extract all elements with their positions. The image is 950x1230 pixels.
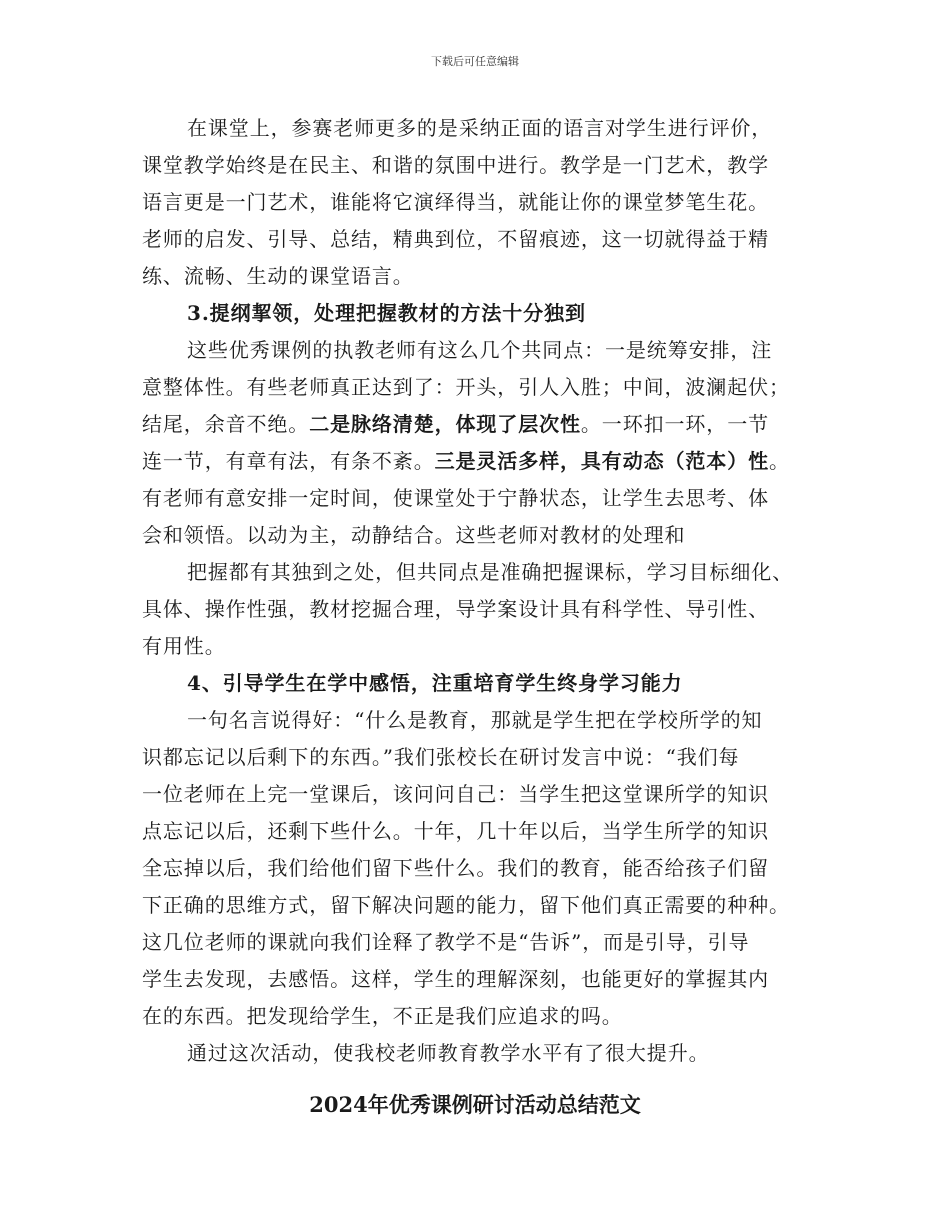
- text-run: 连一节，有章有法，有条不紊。: [142, 449, 435, 473]
- paragraph-line: 在的东西。把发现给学生，不正是我们应追求的吗。: [142, 1004, 623, 1028]
- paragraph-line: 在课堂上，参赛老师更多的是采纳正面的语言对学生进行评价，: [187, 116, 773, 140]
- paragraph-line: 这些优秀课例的执教老师有这么几个共同点：一是统筹安排，注: [187, 338, 773, 362]
- paragraph-line: [142, 409, 832, 439]
- paragraph-line: 语言更是一门艺术，谁能将它演绎得当，就能让你的课堂梦笔生花。: [142, 190, 769, 214]
- paragraph-line: 练、流畅、生动的课堂语言。: [142, 264, 414, 288]
- paragraph-line: 一句名言说得好：“什么是教育，那就是学生把在学校所学的知: [187, 708, 763, 732]
- paragraph-line: 这几位老师的课就向我们诠释了教学不是“告诉”，而是引导，引导: [142, 930, 750, 954]
- paragraph-line: 点忘记以后，还剩下些什么。十年，几十年以后，当学生所学的知识: [142, 819, 769, 843]
- paragraph-line: [142, 446, 832, 476]
- paragraph-line: 全忘掉以后，我们给他们留下些什么。我们的教育，能否给孩子们留: [142, 856, 769, 880]
- paragraph-line: 通过这次活动，使我校老师教育教学水平有了很大提升。: [187, 1041, 710, 1065]
- page-header: 下载后可任意编辑: [431, 55, 519, 68]
- paragraph-line: 老师的启发、引导、总结，精典到位，不留痕迹，这一切就得益于精: [142, 227, 769, 251]
- section-heading: 3.提纲挈领，处理把握教材的方法十分独到: [187, 301, 586, 325]
- bold-text-run: 三是灵活多样，具有动态（范本）性: [434, 449, 770, 473]
- paragraph-line: 识都忘记以后剩下的东西。”我们张校长在研讨发言中说：“我们每: [142, 745, 740, 769]
- text-run: 。: [769, 449, 790, 473]
- paragraph-line: 把握都有其独到之处，但共同点是准确把握课标，学习目标细化、: [187, 560, 794, 584]
- bold-text-run: 二是脉络清楚，体现了层次性: [309, 412, 581, 436]
- document-title: 2024年优秀课例研讨活动总结范文: [309, 1092, 641, 1117]
- paragraph-line: 意整体性。有些老师真正达到了：开头，引人入胜；中间，波澜起伏；: [142, 375, 790, 399]
- paragraph-line: 有用性。: [142, 634, 226, 658]
- paragraph-line: 下正确的思维方式，留下解决问题的能力，留下他们真正需要的种种。: [142, 893, 790, 917]
- paragraph-line: 有老师有意安排一定时间，使课堂处于宁静状态，让学生去思考、体: [142, 486, 769, 510]
- paragraph-line: 课堂教学始终是在民主、和谐的氛围中进行。教学是一门艺术，教学: [142, 153, 769, 177]
- section-heading: 4、引导学生在学中感悟，注重培育学生终身学习能力: [187, 671, 683, 695]
- paragraph-line: 学生去发现，去感悟。这样，学生的理解深刻，也能更好的掌握其内: [142, 967, 769, 991]
- paragraph-line: 具体、操作性强，教材挖掘合理，导学案设计具有科学性、导引性、: [142, 597, 769, 621]
- text-run: 结尾，余音不绝。: [142, 412, 310, 436]
- paragraph-line: 会和领悟。以动为主，动静结合。这些老师对教材的处理和: [142, 523, 686, 547]
- paragraph-line: 一位老师在上完一堂课后，该问问自己：当学生把这堂课所学的知识: [142, 782, 769, 806]
- text-run: 。一环扣一环，一节: [580, 412, 770, 436]
